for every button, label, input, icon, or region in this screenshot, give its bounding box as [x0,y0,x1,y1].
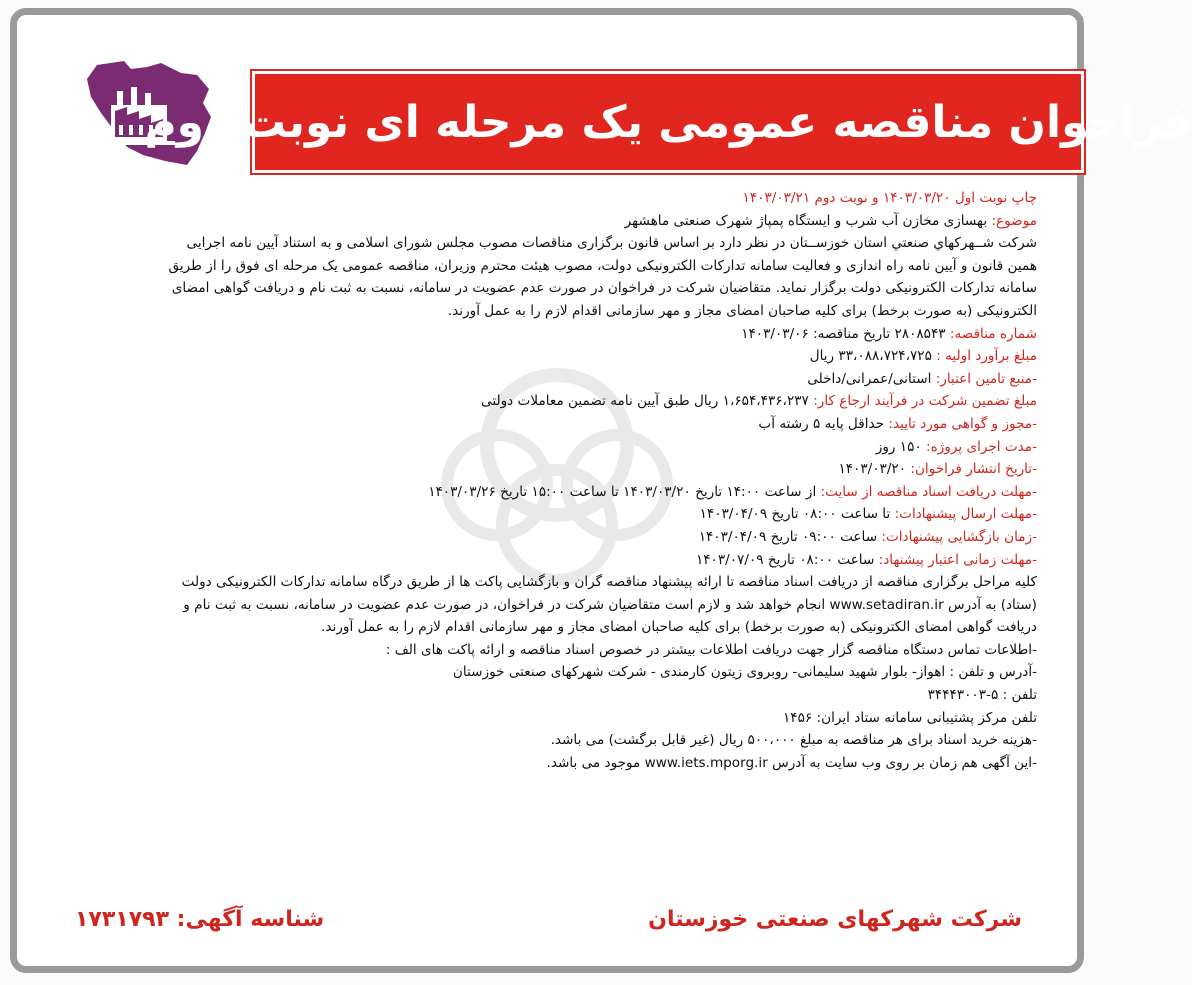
receive-docs-line [67,481,1037,504]
funding-value: استانی/عمرانی/داخلی [807,370,936,387]
intro-text-2: همین قانون و آیین نامه راه اندازی و فعالیت سامانه تدارکات الکترونیکی دولت، مصوب هیئت محترم وزیران، مناقصه عمومی یک مرحله ای فوق را از طریق [168,257,1037,274]
publish-label: -تاریخ انتشار فراخوان: [910,461,1037,478]
contact-intro: -اطلاعات تماس دستگاه مناقصه گزار جهت دریافت اطلاعات بیشتر در خصوص اسناد مناقصه و ارائه پاکت های الف : [385,641,1037,658]
duration-label: -مدت اجرای پروژه: [926,438,1037,455]
publish-value: ۱۴۰۳/۰۳/۲۰ [838,461,911,478]
website-note-line: -این آگهی هم زمان بر روی وب سایت به آدرس www.iets.mporg.ir موجود می باشد. [546,754,1037,771]
license-line [67,413,1037,436]
address-line: -آدرس و تلفن : اهواز- بلوار شهید سلیمانی- روبروی زیتون کارمندی - شرکت شهرکهای صنعتی خوزستان [452,664,1037,681]
title-banner [144,71,1192,173]
estimate-label: مبلغ برآورد اولیه : [936,348,1037,365]
validity-value: ساعت ۰۸:۰۰ تاریخ ۱۴۰۳/۰۷/۰۹ [695,551,879,568]
ad-id: شناسه آگهی: ۱۷۳۱۷۹۳ [75,907,325,932]
submit-label: -مهلت ارسال پیشنهادات: [894,506,1037,523]
phone-line: تلفن : ۵-۳۴۴۴۳۰۰۳ [927,687,1037,704]
estimate-line [67,345,1037,368]
notice-body [67,187,1037,774]
opening-line [67,526,1037,549]
page-title: فراخوان مناقصه عمومی یک مرحله ای نوبت دوم [144,96,1192,148]
receive-docs-value: از ساعت ۱۴:۰۰ تاریخ ۱۴۰۳/۰۳/۲۰ تا ساعت ۱۵:۰۰ تاریخ ۱۴۰۳/۰۳/۲۶ [428,483,821,500]
process-text-3: دریافت گواهی امضای الکترونیکی (به صورت برخط) برای کلیه صاحبان امضای مجاز و مهر سازمانی اقدام لازم را به عمل آورند. [321,619,1037,636]
notice-frame [10,8,1192,973]
guarantee-value: ۱،۶۵۴،۴۳۶،۲۳۷ ریال طبق آیین نامه تضمین معاملات دولتی [481,393,814,410]
duration-value: ۱۵۰ روز [875,438,927,455]
estimate-value: ۳۳،۰۸۸،۷۲۴،۷۲۵ ریال [809,348,937,365]
intro-text-4: الکترونیکی (به صورت برخط) برای کلیه صاحبان امضای مجاز و مهر سازمانی اقدام لازم را به عمل آورند. [447,302,1037,319]
duration-line [67,436,1037,459]
doc-fee-line: -هزینه خرید اسناد برای هر مناقصه به مبلغ ۵۰۰،۰۰۰ ریال (غیر قابل برگشت) می باشد. [550,732,1037,749]
intro-text-1: شرکت شــهرکهاي صنعتي استان خوزســتان در نظر دارد بر اساس قانون برگزاری مناقصات مصوب مجلس شورای اسلامی و به استناد آیین نامه اجرایی [186,235,1037,252]
funding-line [67,368,1037,391]
print-dates: چاپ نوبت اول ۱۴۰۳/۰۳/۲۰ و نوبت دوم ۱۴۰۳/۰۳/۲۱ [742,190,1037,206]
funding-label: -منبع تامین اعتبار: [935,370,1037,387]
publish-line [67,458,1037,481]
support-phone-line: تلفن مرکز پشتیبانی سامانه ستاد ایران: ۱۴۵۶ [783,709,1037,726]
receive-docs-label: -مهلت دریافت اسناد مناقصه از سایت: [820,483,1037,500]
license-label: -مجوز و گواهی مورد تایید: [888,415,1037,432]
subject-value: بهسازی مخازن آب شرب و ایستگاه پمپاژ شهرک صنعتی ماهشهر [624,212,992,229]
opening-label: -زمان بازگشایی پیشنهادات: [881,528,1037,545]
subject-line [67,210,1037,233]
guarantee-line [67,390,1037,413]
intro-text-3: سامانه تدارکات الکترونیکی دولت برگزار نماید. متقاضیان شرکت در فراخوان در صورت عدم عضویت در سامانه، نسبت به ثبت نام و دریافت گواهی امضای [171,280,1037,297]
company-name: شرکت شهرکهای صنعتی خوزستان [648,907,1022,932]
tender-number-value: ۲۸۰۸۵۴۳ تاریخ مناقصه: ۱۴۰۳/۰۳/۰۶ [741,325,950,342]
validity-line [67,549,1037,572]
opening-value: ساعت ۰۹:۰۰ تاریخ ۱۴۰۳/۰۴/۰۹ [698,528,882,545]
tender-number-label: شماره مناقصه: [949,325,1037,342]
license-value: حداقل پایه ۵ رشته آب [758,415,889,432]
submit-value: تا ساعت ۰۸:۰۰ تاریخ ۱۴۰۳/۰۴/۰۹ [699,506,895,523]
subject-label: موضوع: [991,212,1037,229]
process-text-2: (ستاد) به آدرس www.setadiran.ir انجام خواهد شد و لازم است متقاضیان شرکت در فراخوان، در صورت عدم عضویت در سامانه، نسبت به ثبت نام و [183,596,1037,613]
validity-label: -مهلت زمانی اعتبار پیشنهاد: [878,551,1037,568]
tender-number-line [67,323,1037,346]
process-text-1: کلیه مراحل برگزاری مناقصه از دریافت اسناد مناقصه تا ارائه پیشنهاد مناقصه گران و بازگشایی پاکت ها از طریق درگاه سامانه تدارکات الکترونیکی دولت [181,574,1037,591]
submit-line [67,503,1037,526]
guarantee-label: مبلغ تضمین شرکت در فرآیند ارجاع کار: [813,393,1037,410]
